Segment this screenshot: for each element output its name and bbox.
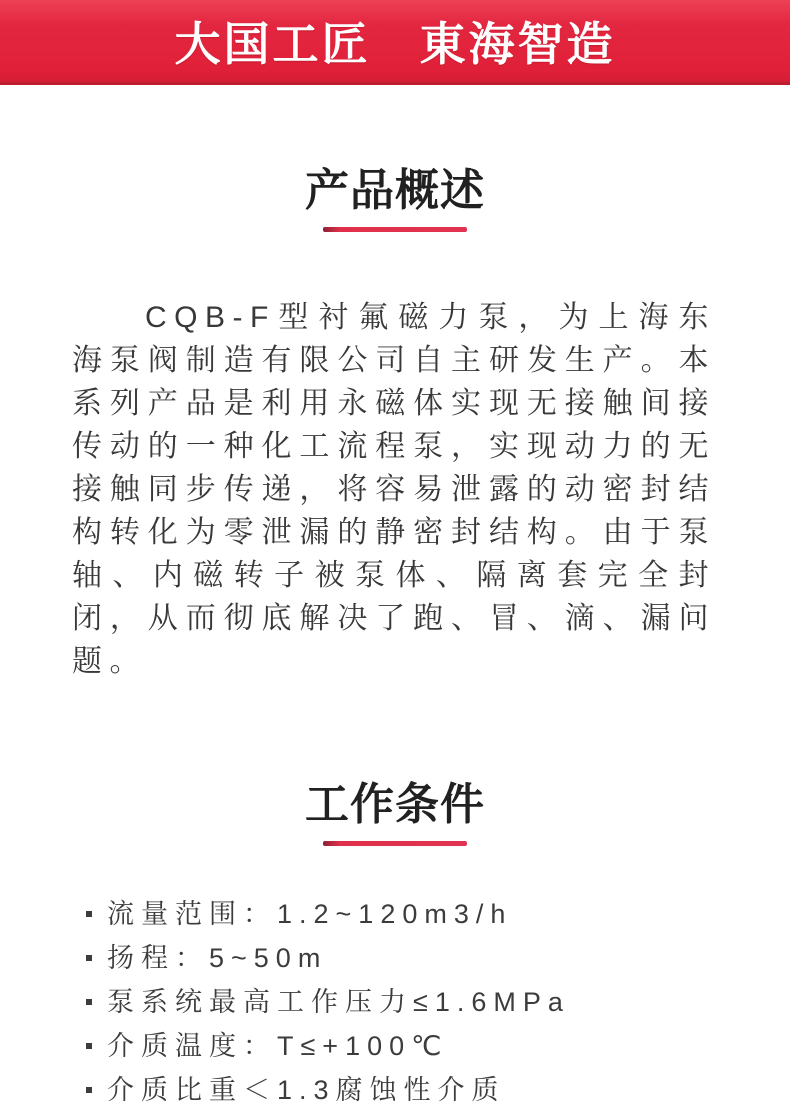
banner-slogan: 大国工匠 東海智造 [174, 18, 616, 70]
spec-head: 扬程：5~50m [107, 943, 328, 973]
list-item [86, 892, 750, 936]
bullet-icon [86, 1043, 92, 1049]
spec-max-pressure: 泵系统最高工作压力≤1.6MPa [107, 987, 570, 1017]
list-item [86, 980, 750, 1024]
bullet-icon [86, 911, 92, 917]
bullet-icon [86, 955, 92, 961]
title-underline-decoration [323, 841, 467, 846]
title-underline-decoration [323, 227, 467, 232]
product-overview-paragraph: CQB-F型衬氟磁力泵，为上海东海泵阀制造有限公司自主研发生产。本系列产品是利用永磁体实现无接触间接传动的一种化工流程泵，实现动力的无接触同步传递，将容易泄露的动密封结构转化为零泄漏的静密封结构。由于泵轴、内磁转子被泵体、隔离套完全封闭，从而彻底解决了跑、冒、滴、漏问题。 [72, 301, 716, 678]
header-banner [0, 0, 790, 85]
list-item [86, 1024, 750, 1068]
spec-medium-temperature: 介质温度：T≤+100℃ [107, 1031, 449, 1061]
working-conditions-list [86, 892, 750, 1112]
section-title-product-overview: 产品概述 [305, 166, 485, 215]
list-item [86, 936, 750, 980]
bullet-icon [86, 1087, 92, 1093]
section-title-working-conditions: 工作条件 [305, 780, 485, 829]
bullet-icon [86, 999, 92, 1005]
list-item [86, 1068, 750, 1112]
page-content [0, 165, 790, 1112]
spec-medium-gravity: 介质比重＜1.3腐蚀性介质 [107, 1075, 506, 1105]
spec-flow-range: 流量范围：1.2~120m3/h [107, 899, 513, 929]
